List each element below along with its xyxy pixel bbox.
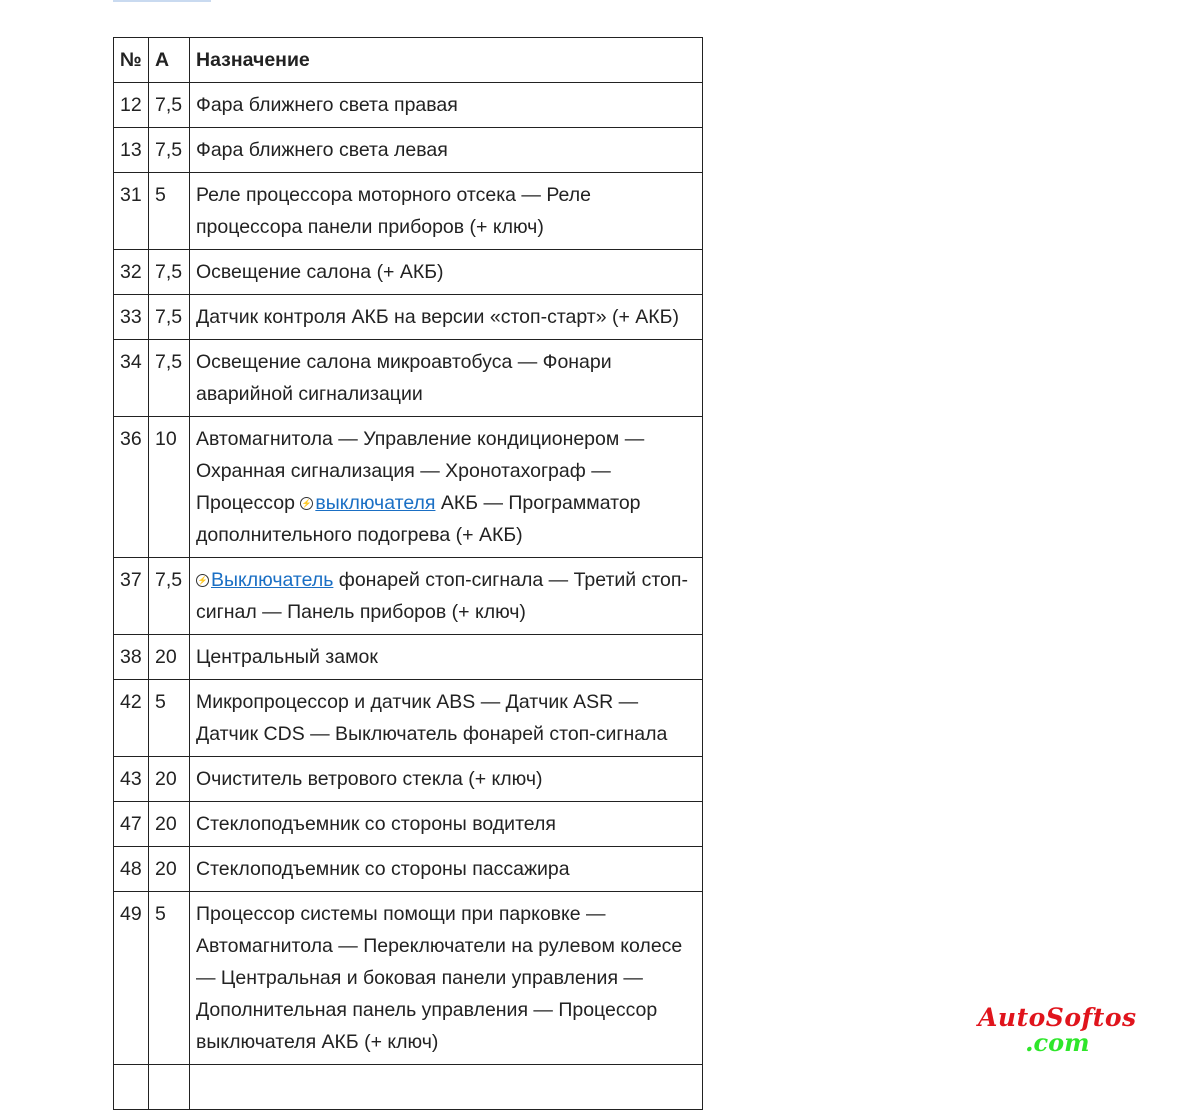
purpose-text: Стеклоподъемник со стороны пассажира	[196, 858, 570, 880]
fuse-amperage: 7,5	[149, 558, 190, 635]
purpose-text: Автомагнитола — Управление кондиционером — Охранная сигнализация — Хронотахограф — Процессор	[196, 428, 645, 514]
fuse-purpose	[190, 295, 703, 340]
fuse-number: 13	[114, 128, 149, 173]
purpose-text: Процессор системы помощи при парковке — Автомагнитола — Переключатели на рулевом колесе — Центральная и боковая панели управления — Дополнительная панель управления — Процессор выключателя АКБ (+ ключ)	[196, 903, 683, 1053]
fuse-amperage: 7,5	[149, 340, 190, 417]
fuse-purpose	[190, 680, 703, 757]
fuse-amperage: 5	[149, 680, 190, 757]
table-row	[114, 340, 703, 417]
header-purpose: Назначение	[190, 38, 703, 83]
fuse-number: 33	[114, 295, 149, 340]
purpose-text: Освещение салона микроавтобуса — Фонари аварийной сигнализации	[196, 351, 612, 405]
fuse-number: 37	[114, 558, 149, 635]
fuse-amperage: 5	[149, 892, 190, 1065]
fuse-purpose	[190, 250, 703, 295]
purpose-text: Микропроцессор и датчик ABS — Датчик ASR — Датчик CDS — Выключатель фонарей стоп-сигнала	[196, 691, 668, 745]
table-row	[114, 757, 703, 802]
purpose-text: Датчик контроля АКБ на версии «стоп-старт» (+ АКБ)	[196, 306, 679, 328]
purpose-link[interactable]: Выключатель	[211, 569, 334, 591]
fuse-purpose	[190, 128, 703, 173]
fuse-number	[114, 1065, 149, 1110]
fuse-number: 38	[114, 635, 149, 680]
table-row	[114, 295, 703, 340]
fuse-amperage: 20	[149, 757, 190, 802]
purpose-text: АКБ — Программатор дополнительного подогрева (+ АКБ)	[196, 492, 641, 546]
purpose-text: Реле процессора моторного отсека — Реле процессора панели приборов (+ ключ)	[196, 184, 591, 238]
table-row	[114, 847, 703, 892]
purpose-text: фонарей стоп-сигнала — Третий стоп-сигнал — Панель приборов (+ ключ)	[196, 569, 688, 623]
fuse-purpose	[190, 417, 703, 558]
fuse-amperage: 20	[149, 802, 190, 847]
header-amperage: А	[149, 38, 190, 83]
table-row	[114, 892, 703, 1065]
fuse-purpose	[190, 847, 703, 892]
watermark-logo	[978, 1003, 1137, 1057]
fuse-number: 31	[114, 173, 149, 250]
fuse-table	[113, 37, 703, 1110]
table-row	[114, 173, 703, 250]
table-row	[114, 128, 703, 173]
fuse-number: 42	[114, 680, 149, 757]
purpose-text: Стеклоподъемник со стороны водителя	[196, 813, 556, 835]
fuse-purpose	[190, 892, 703, 1065]
fuse-number: 32	[114, 250, 149, 295]
purpose-link[interactable]: выключателя	[315, 492, 436, 514]
purpose-text: Фара ближнего света правая	[196, 94, 458, 116]
fuse-amperage: 20	[149, 635, 190, 680]
top-link-underline	[113, 0, 211, 2]
purpose-text: Центральный замок	[196, 646, 378, 668]
fuse-purpose	[190, 83, 703, 128]
fuse-number: 36	[114, 417, 149, 558]
table-row	[114, 558, 703, 635]
purpose-text: Освещение салона (+ АКБ)	[196, 261, 444, 283]
fuse-number: 49	[114, 892, 149, 1065]
link-icon: ⚡	[197, 576, 208, 586]
table-row	[114, 417, 703, 558]
fuse-amperage: 7,5	[149, 83, 190, 128]
table-header-row	[114, 38, 703, 83]
fuse-purpose	[190, 802, 703, 847]
table-row	[114, 83, 703, 128]
fuse-amperage	[149, 1065, 190, 1110]
watermark-line1: AutoSoftos	[978, 1003, 1137, 1032]
header-number: №	[114, 38, 149, 83]
fuse-amperage: 10	[149, 417, 190, 558]
watermark-line2: .com	[1025, 1028, 1090, 1057]
table-row-partial	[114, 1065, 703, 1110]
table-row	[114, 802, 703, 847]
fuse-number: 47	[114, 802, 149, 847]
fuse-amperage: 7,5	[149, 250, 190, 295]
table-row	[114, 250, 703, 295]
fuse-amperage: 5	[149, 173, 190, 250]
fuse-amperage: 20	[149, 847, 190, 892]
fuse-purpose	[190, 340, 703, 417]
table-row	[114, 635, 703, 680]
fuse-purpose	[190, 1065, 703, 1110]
purpose-text: Очиститель ветрового стекла (+ ключ)	[196, 768, 543, 790]
fuse-purpose	[190, 635, 703, 680]
fuse-purpose	[190, 757, 703, 802]
fuse-number: 43	[114, 757, 149, 802]
fuse-purpose	[190, 558, 703, 635]
table-row	[114, 680, 703, 757]
fuse-purpose	[190, 173, 703, 250]
fuse-number: 12	[114, 83, 149, 128]
fuse-number: 48	[114, 847, 149, 892]
fuse-amperage: 7,5	[149, 295, 190, 340]
fuse-amperage: 7,5	[149, 128, 190, 173]
fuse-number: 34	[114, 340, 149, 417]
link-icon: ⚡	[301, 499, 312, 509]
purpose-text: Фара ближнего света левая	[196, 139, 448, 161]
